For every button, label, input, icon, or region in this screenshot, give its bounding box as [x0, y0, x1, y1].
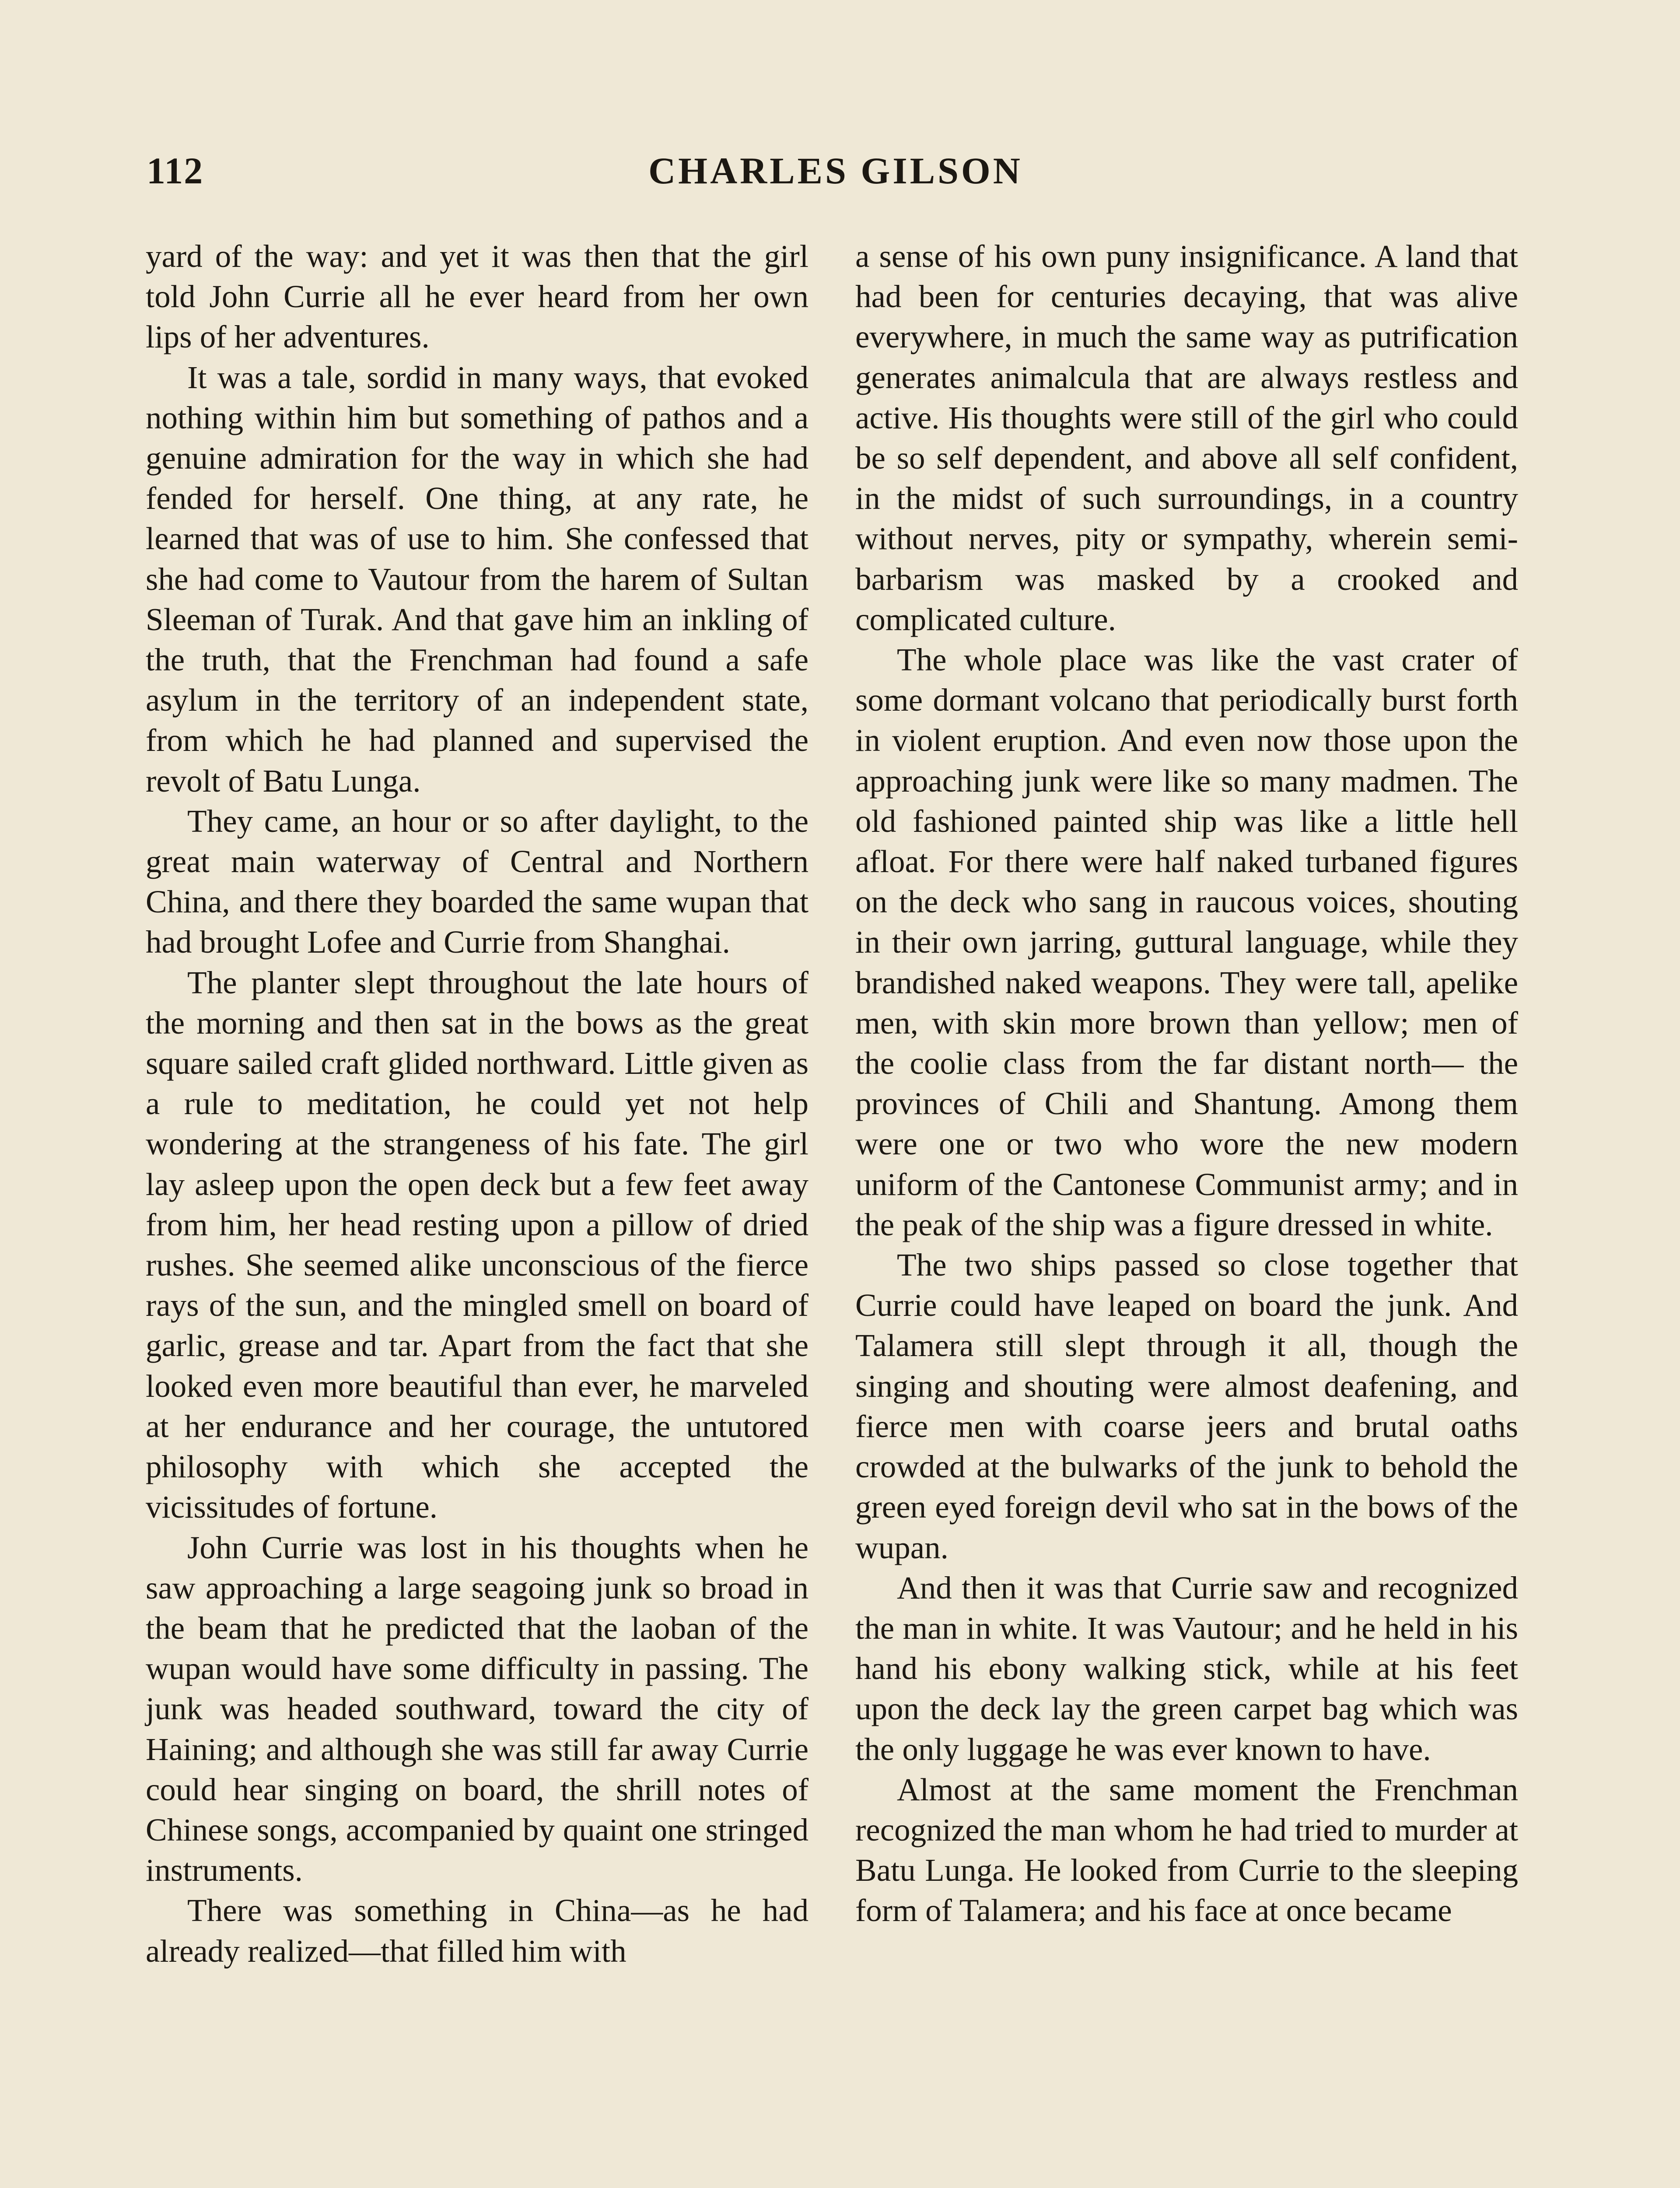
right-text-column [855, 236, 1518, 1931]
paragraph: a sense of his own puny insignificance. A land that had been for centuries decaying, that was alive everywhere, in much the same way as putrification generates animalcula that are always restless and active. His thoughts were still of the girl who could be so self dependent, and above all self confident, in the midst of such surroundings, in a country without nerves, pity or sympathy, wherein semi-barbarism was masked by a crooked and complicated culture. [855, 238, 1518, 637]
paragraph: It was a tale, sordid in many ways, that evoked nothing within him but something of pathos and a genuine admiration for the way in which she had fended for herself. One thing, at any rate, he learned that was of use to him. She confessed that she had come to Vautour from the harem of Sultan Sleeman of Turak. And that gave him an inkling of the truth, that the Frenchman had found a safe asylum in the territory of an independent state, from which he had planned and supervised the revolt of Batu Lunga. [146, 359, 808, 799]
paragraph: John Currie was lost in his thoughts when he saw approaching a large seagoing junk so broad in the beam that he predicted that the laoban of the wupan would have some difficulty in passing. The junk was headed southward, toward the city of Haining; and although she was still far away Currie could hear singing on board, the shrill notes of Chinese songs, accompanied by quaint one stringed instruments. [146, 1529, 808, 1888]
paragraph: The planter slept throughout the late hours of the morning and then sat in the bows as the great square sailed craft glided northward. Little given as a rule to meditation, he could yet not help wondering at the strangeness of his fate. The girl lay asleep upon the open deck but a few feet away from him, her head resting upon a pillow of dried rushes. She seemed alike unconscious of the fierce rays of the sun, and the mingled smell on board of garlic, grease and tar. Apart from the fact that she looked even more beautiful than ever, he marveled at her endurance and her courage, the untutored philosophy with which she accepted the vicissitudes of fortune. [146, 964, 808, 1525]
paragraph: yard of the way: and yet it was then that the girl told John Currie all he ever heard from her own lips of her adventures. [146, 238, 808, 355]
page-number: 112 [147, 150, 204, 192]
left-text-column [146, 236, 808, 1971]
page-header [147, 149, 1525, 197]
running-head-author: CHARLES GILSON [648, 150, 1023, 192]
paragraph: Almost at the same moment the Frenchman recognized the man whom he had tried to murder at Batu Lunga. He looked from Currie to the sleeping form of Talamera; and his face at once became [855, 1771, 1518, 1929]
paragraph: They came, an hour or so after daylight, to the great main waterway of Central and Northern China, and there they boarded the same wupan that had brought Lofee and Currie from Shanghai. [146, 803, 808, 960]
paragraph: And then it was that Currie saw and recognized the man in white. It was Vautour; and he held in his hand his ebony walking stick, while at his feet upon the deck lay the green carpet bag which was the only luggage he was ever known to have. [855, 1570, 1518, 1767]
paragraph: The whole place was like the vast crater of some dormant volcano that periodically burst forth in violent eruption. And even now those upon the approaching junk were like so many madmen. The old fashioned painted ship was like a little hell afloat. For there were half naked turbaned figures on the deck who sang in raucous voices, shouting in their own jarring, guttural language, while they brandished naked weapons. They were tall, apelike men, with skin more brown than yellow; men of the coolie class from the far distant north— the provinces of Chili and Shantung. Among them were one or two who wore the new modern uniform of the Cantonese Communist army; and in the peak of the ship was a figure dressed in white. [855, 642, 1518, 1242]
paragraph: There was something in China—as he had already realized—that filled him with [146, 1893, 808, 1969]
paragraph: The two ships passed so close together that Currie could have leaped on board the junk. And Talamera still slept through it all, though the singing and shouting were almost deafening, and fierce men with coarse jeers and brutal oaths crowded at the bulwarks of the junk to behold the green eyed foreign devil who sat in the bows of the wupan. [855, 1247, 1518, 1565]
